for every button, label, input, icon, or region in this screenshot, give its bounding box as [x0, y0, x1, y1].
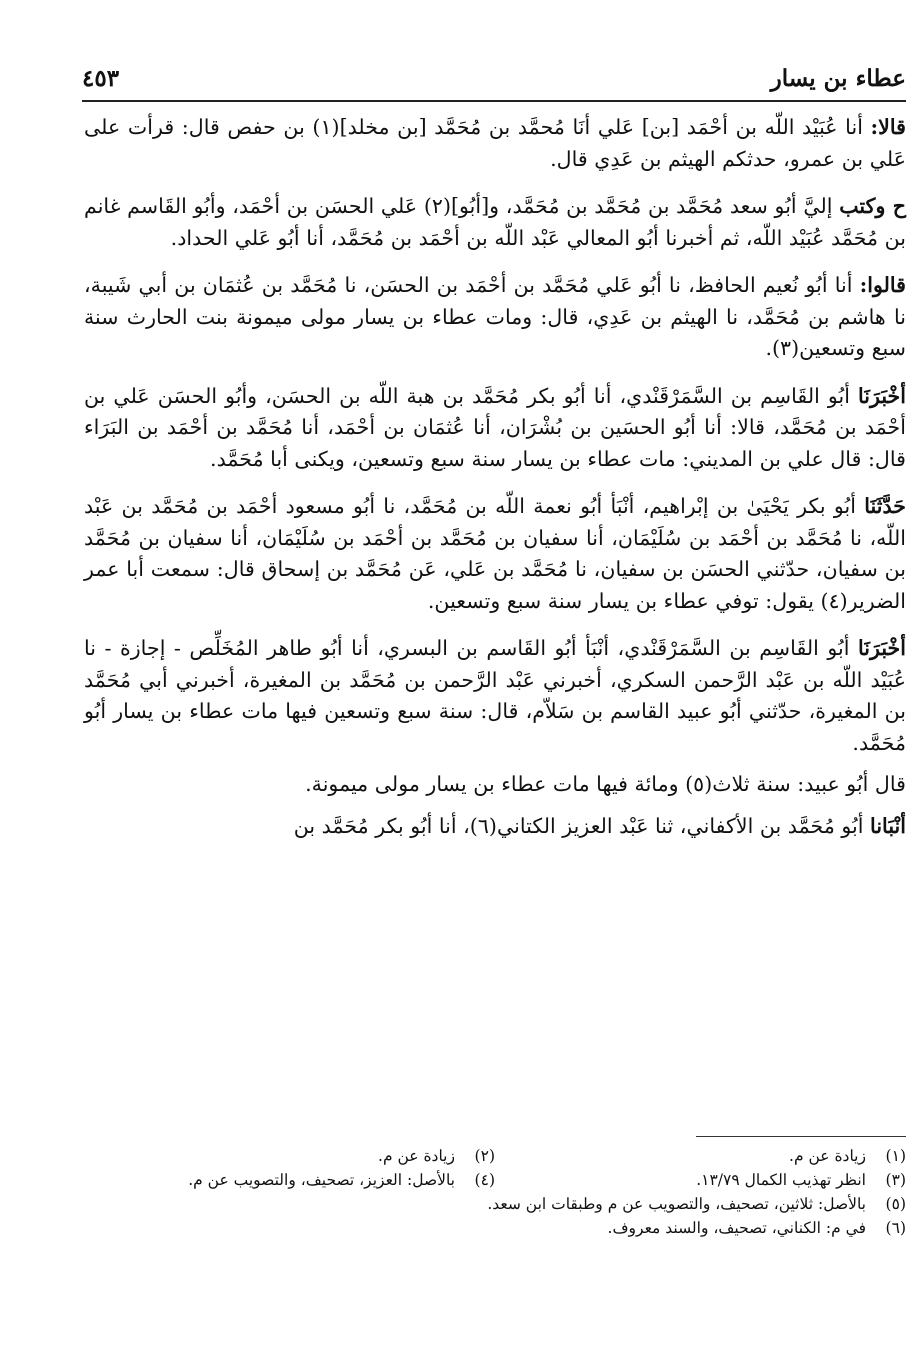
footnote-number: (٤) [474, 1171, 495, 1189]
paragraph-text: إليَّ أبُو سعد مُحَمَّد بن مُحَمَّد بن مُحَمَّد، و[أبُو](٢) عَلي الحسَن بن أحْمَد، وأبُو القَاسم غانم بن مُحَمَّد عُبَيْد اللّه، ثم أخبرنا أبُو المعالي عَبْد اللّه بن أحْمَد بن مُحَمَّد، أنا أبُو عَلي الحداد. [84, 194, 906, 250]
paragraph-lead: أخْبَرَنَا [857, 636, 906, 660]
footnote [84, 1168, 495, 1192]
footnote-text: زيادة عن م. [378, 1147, 455, 1165]
paragraph [84, 811, 906, 843]
footnote-row [84, 1144, 906, 1168]
footnote-rule [696, 1136, 906, 1137]
footnote-text: بالأصل: العزيز، تصحيف، والتصويب عن م. [188, 1171, 455, 1189]
footnote-text: بالأصل: ثلاثين، تصحيف، والتصويب عن م وطبقات ابن سعد. [487, 1195, 866, 1213]
main-text [84, 112, 906, 842]
paragraph [84, 491, 906, 617]
footnote-text: في م: الكناني، تصحيف، والسند معروف. [607, 1219, 866, 1237]
footnote-number: (٦) [885, 1219, 906, 1237]
paragraph-text: أبُو القَاسِم بن السَّمَرْقَنْدي، أنا أبُو بكر مُحَمَّد بن هبة اللّه بن الحسَن، وأبُو الحسَن عَلي بن أحْمَد بن مُحَمَّد، قالا: أنا أبُو الحسَين بن بُشْرَان، أنا عُثمَان بن أحْمَد، أنا مُحَمَّد بن أحْمَد بن البَرَاء قال: قال علي بن المديني: مات عطاء بن يسار سنة سبع وتسعين، ويكنى أبا مُحَمَّد. [84, 383, 906, 471]
header-rule [82, 100, 906, 102]
paragraph-text: أبُو القَاسِم بن السَّمَرْقَنْدي، أنْبَأ أبُو القَاسم بن البسري، أنا أبُو طاهر المُخَلِّص - إجازة - نا عُبَيْد اللّه بن عَبْد الرَّحمن السكري، أخبرني عَبْد الرَّحمن بن مُحَمَّد بن المغيرة، أخبرني أبي مُحَمَّد بن المغيرة، حدّثني أبُو عبيد القاسم بن سَلاّم، قال: سنة سبع وتسعين فيها مات عطاء بن يسار أبُو مُحَمَّد. [84, 636, 906, 755]
paragraph-lead: أنْبَانا [870, 813, 906, 838]
paragraph-lead: قالا: [870, 115, 906, 139]
footnote-number: (٣) [885, 1171, 906, 1189]
footnote-number: (٢) [474, 1147, 495, 1165]
paragraph-text: أبُو مُحَمَّد بن الأكفاني، ثنا عَبْد العزيز الكتاني(٦)، أنا أبُو بكر مُحَمَّد بن [293, 813, 871, 838]
footnote [84, 1216, 906, 1240]
footnote-number: (٥) [885, 1195, 906, 1213]
footnote [84, 1192, 906, 1216]
paragraph [84, 381, 906, 476]
paragraph-lead: أخْبَرَنَا [857, 383, 906, 408]
footnote [84, 1144, 495, 1168]
footnote-row [84, 1168, 906, 1192]
footnote [495, 1168, 906, 1192]
paragraph-lead: ح وكتب [839, 194, 906, 218]
paragraph [84, 633, 906, 759]
running-header [82, 60, 906, 96]
footnote-number: (١) [885, 1147, 906, 1165]
footnote-text: زيادة عن م. [789, 1147, 866, 1165]
paragraph-text: قال أبُو عبيد: سنة ثلاث(٥) ومائة فيها مات عطاء بن يسار مولى ميمونة. [305, 772, 906, 796]
paragraph-lead: قالوا: [859, 273, 906, 297]
footnotes [84, 1144, 906, 1240]
header-title: عطاء بن يسار [770, 64, 906, 92]
paragraph-lead: حَدَّثَنَا [864, 494, 906, 518]
paragraph-text: أبُو بكر يَحْيَىٰ بن إبْراهيم، أنْبَأ أبُو نعمة اللّه بن مُحَمَّد، نا أبُو مسعود أحْمَد بن مُحَمَّد بن عَبْد اللّه، نا مُحَمَّد بن أحْمَد بن سُلَيْمَان، أنا سفيان بن مُحَمَّد بن أحْمَد بن سُلَيْمَان، أنا سفيان بن مُحَمَّد بن سفيان، حدّثني الحسَن بن سفيان، نا مُحَمَّد بن عَلي، عَن مُحَمَّد بن إسحاق قال: سمعت أبا عمر الضرير(٤) يقول: توفي عطاء بن يسار سنة سبع وتسعين. [84, 494, 906, 613]
footnote [495, 1144, 906, 1168]
paragraph [84, 270, 906, 365]
footnote-text: انظر تهذيب الكمال ١٣/٧٩. [696, 1171, 866, 1189]
paragraph [84, 191, 906, 254]
paragraph-text: أنا عُبَيْد اللّه بن أحْمَد [بن] عَلي أنَا مُحمَّد بن مُحَمَّد [بن مخلد](١) بن حفص قال: قرأت على عَلي بن عمرو، حدثكم الهيثم بن عَدِي قال. [84, 115, 906, 171]
page-number: ٤٥٣ [82, 64, 120, 92]
paragraph [84, 769, 906, 801]
paragraph-text: أنا أبُو نُعيم الحافظ، نا أبُو عَلي مُحَمَّد بن أحْمَد بن الحسَن، نا مُحَمَّد بن عُثمَان بن أبي شَيبة، نا هاشم بن مُحَمَّد، نا الهيثم بن عَدِي، قال: ومات عطاء بن يسار مولى ميمونة بنت الحارث سنة سبع وتسعين(٣). [84, 273, 906, 360]
paragraph [84, 112, 906, 175]
